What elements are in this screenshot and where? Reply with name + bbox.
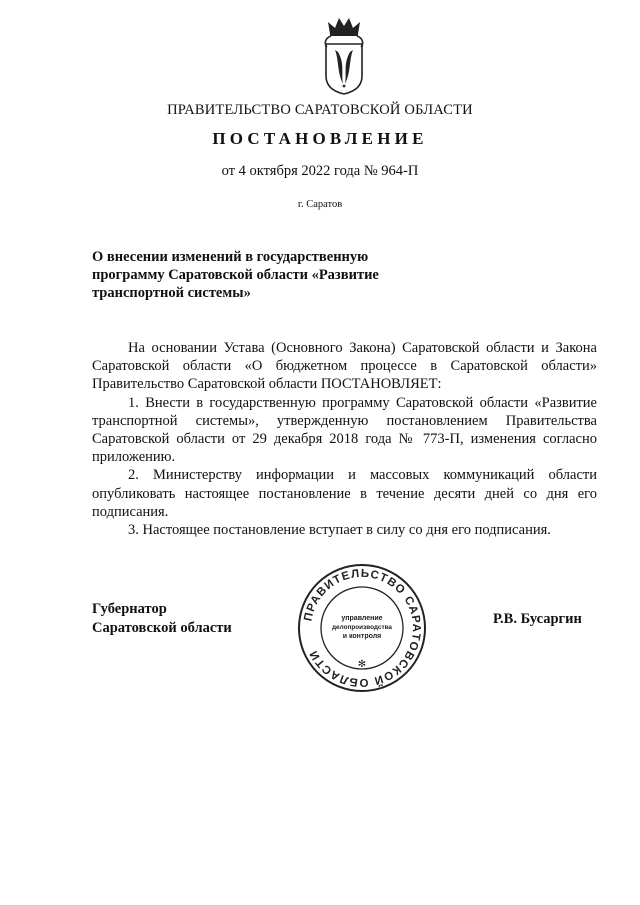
subject-line: О внесении изменений в государственную — [92, 249, 369, 265]
body-paragraph-item-1: 1. Внести в государственную программу Саратовской области «Развитие транспортной системы», утвержденную постановлением Правительства Саратовской области от 29 декабря 2018 года № 773-П, изменения согласно приложению. — [92, 394, 597, 466]
government-name: ПРАВИТЕЛЬСТВО САРАТОВСКОЙ ОБЛАСТИ — [167, 102, 473, 118]
document-city: г. Саратов — [297, 199, 343, 210]
document-subject — [92, 248, 412, 302]
seal-center-line-3: и контроля — [342, 633, 382, 640]
body-paragraph-item-3: 3. Настоящее постановление вступает в силу со дня его подписания. — [128, 522, 551, 539]
seal-star-icon: ✻ — [357, 659, 367, 670]
signatory-position — [92, 600, 232, 637]
seal-ring-text: ПРАВИТЕЛЬСТВО САРАТОВСКОЙ ОБЛАСТИ — [302, 567, 423, 689]
body-paragraph-item-2: 2. Министерству информации и массовых коммуникаций области опубликовать настоящее постановление в течение десяти дней со дня его подписания. — [92, 467, 597, 520]
signatory-region: Саратовской области — [92, 619, 232, 636]
seal-center-line-1: управление — [341, 615, 383, 622]
subject-line: программу Саратовской области «Развитие — [92, 267, 379, 283]
official-seal-stamp — [296, 562, 428, 694]
seal-center-line-2: делопроизводства — [332, 624, 392, 631]
document-body — [92, 339, 597, 539]
body-paragraph-preamble: На основании Устава (Основного Закона) Саратовской области и Закона Саратовской области «О бюджетном процессе в Саратовской области» Правительство Саратовской области ПОСТАНОВЛЯЕТ: — [92, 340, 597, 393]
signatory-name: Р.В. Бусаргин — [493, 611, 582, 627]
coat-of-arms-icon — [321, 14, 367, 96]
document-date-number: от 4 октября 2022 года № 964-П — [221, 163, 419, 179]
document-type-title: ПОСТАНОВЛЕНИЕ — [212, 129, 428, 148]
signatory-title: Губернатор — [92, 601, 167, 617]
subject-line: транспортной системы» — [92, 285, 251, 301]
